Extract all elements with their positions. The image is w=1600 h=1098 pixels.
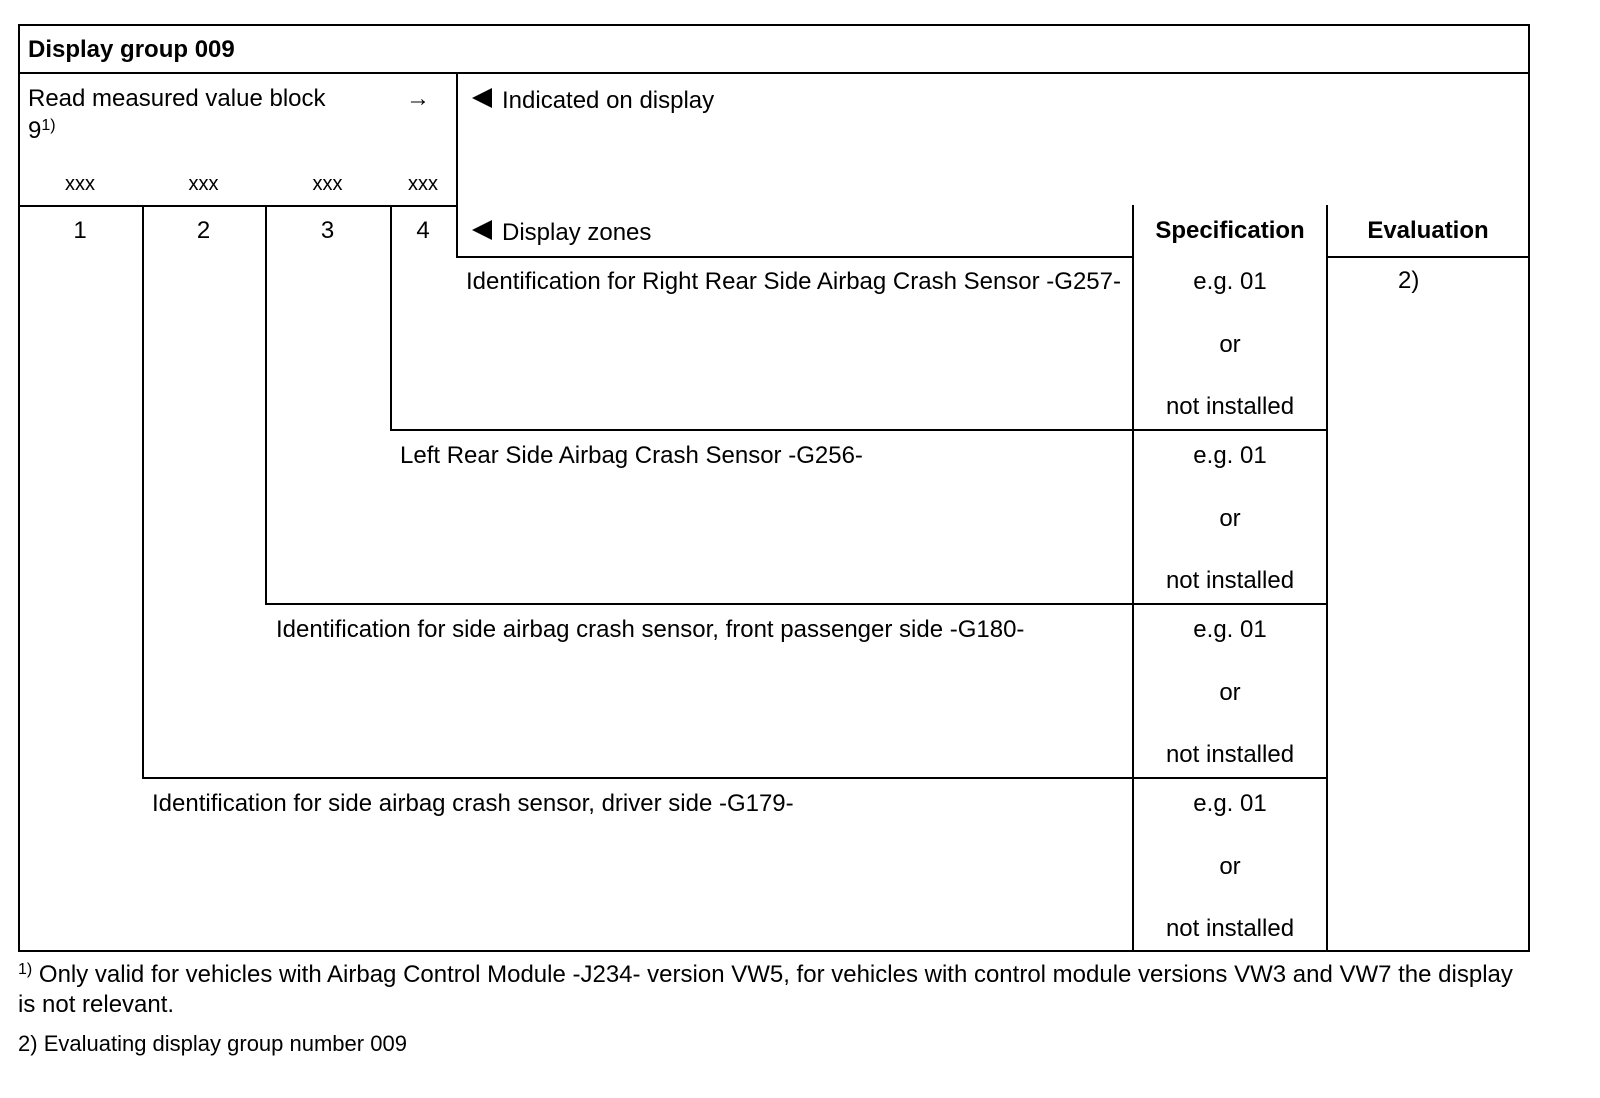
- row-divider-1: [390, 429, 1328, 431]
- row-label-g179: Identification for side airbag crash sensor, driver side -G179-: [152, 790, 794, 817]
- footnote-2-mark: 2): [18, 1031, 38, 1056]
- read-block-number-value: 9: [28, 117, 42, 144]
- footnote-2-text: Evaluating display group number 009: [43, 1031, 407, 1056]
- xxx-zone-1: xxx: [65, 173, 95, 195]
- row-divider-2: [265, 603, 1328, 605]
- eval-reference: 2): [1398, 267, 1420, 294]
- title-divider: [18, 72, 1530, 74]
- spec-g180-example: e.g. 01: [1193, 616, 1267, 643]
- read-block-label: Read measured value block: [28, 85, 326, 112]
- xxx-zone-4: xxx: [408, 173, 438, 195]
- display-zones-triangle-icon: [472, 220, 492, 240]
- table-border-left: [18, 24, 20, 952]
- indicated-label: Indicated on display: [502, 87, 715, 114]
- footnote-1-mark: 1): [18, 961, 33, 978]
- read-block-divider: [456, 72, 458, 258]
- table-title: Display group 009: [28, 36, 235, 63]
- display-zones-divider: [456, 256, 1134, 258]
- row-label-g180: Identification for side airbag crash sensor, front passenger side -G180-: [276, 616, 1025, 643]
- spec-g256-not-installed: not installed: [1165, 567, 1295, 594]
- read-block-footnote-ref: 1): [41, 117, 56, 134]
- display-zones-label: Display zones: [502, 219, 652, 246]
- eval-column-left: [1326, 205, 1328, 951]
- zone-line-2: [265, 205, 267, 605]
- xxx-divider: [18, 205, 458, 207]
- spec-g180-or: or: [1219, 679, 1241, 706]
- table-border-top: [18, 24, 1530, 26]
- xxx-zone-3: xxx: [312, 173, 343, 195]
- spec-g256-or: or: [1219, 505, 1241, 532]
- row-label-g257: Identification for Right Rear Side Airbag Crash Sensor -G257-: [466, 268, 1121, 295]
- xxx-zone-2: xxx: [188, 173, 219, 195]
- zone-number-2: 2: [196, 217, 211, 244]
- footnote-1: [18, 960, 1528, 1020]
- spec-g180-not-installed: not installed: [1165, 741, 1295, 768]
- footnote-1-text: Only valid for vehicles with Airbag Control Module -J234- version VW5, for vehicles with control module versions VW3 and VW7 the display is not relevant.: [18, 961, 1513, 1018]
- row-divider-3: [142, 777, 1328, 779]
- read-block-arrow: →: [406, 85, 430, 112]
- header-divider-right: [1328, 256, 1528, 258]
- spec-g257-example: e.g. 01: [1193, 268, 1267, 295]
- read-block-number: [28, 116, 56, 146]
- spec-header: Specification: [1155, 217, 1305, 244]
- zone-line-1: [142, 205, 144, 779]
- zone-number-3: 3: [320, 217, 335, 244]
- spec-g256-example: e.g. 01: [1193, 442, 1267, 469]
- zone-number-4: 4: [416, 217, 430, 244]
- footnote-2: [18, 1030, 407, 1058]
- indicated-triangle-icon: [472, 88, 492, 108]
- spec-g179-example: e.g. 01: [1193, 790, 1267, 817]
- spec-g179-not-installed: not installed: [1165, 915, 1295, 942]
- spec-g257-or: or: [1219, 331, 1241, 358]
- spec-g257-not-installed: not installed: [1165, 393, 1295, 420]
- row-label-g256: Left Rear Side Airbag Crash Sensor -G256-: [400, 442, 863, 469]
- table-border-right: [1528, 24, 1530, 952]
- spec-g179-or: or: [1219, 853, 1241, 880]
- table-border-bottom: [18, 950, 1530, 952]
- eval-header: Evaluation: [1367, 217, 1489, 244]
- zone-number-1: 1: [73, 217, 87, 244]
